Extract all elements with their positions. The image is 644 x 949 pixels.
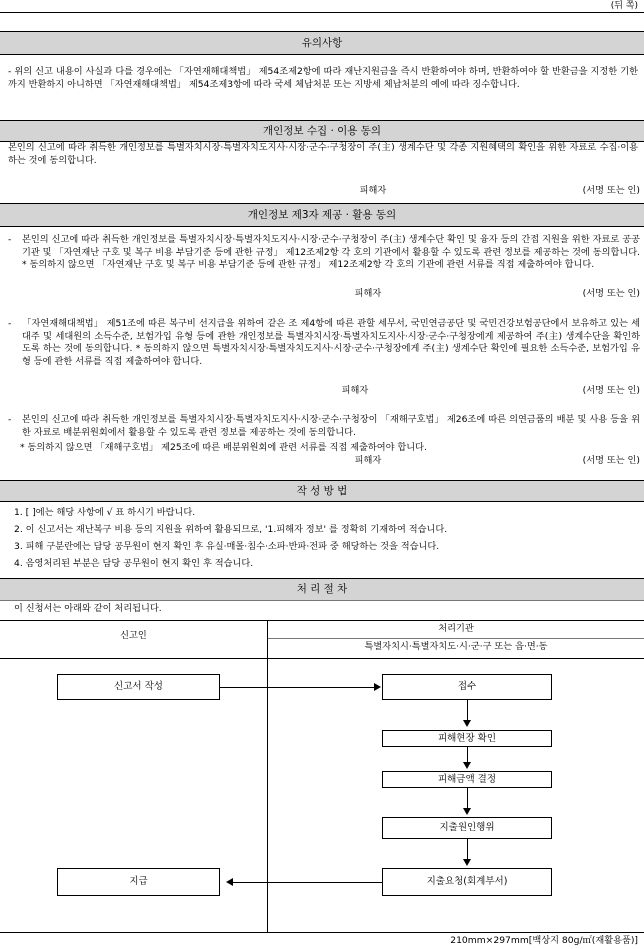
method-header: 작 성 방 법 <box>0 481 644 501</box>
method-step-4: 4. 음영처리된 부분은 담당 공무원이 현지 확인 후 적습니다. <box>14 558 254 569</box>
consent-collect-signer: 피해자 <box>359 185 387 196</box>
consent-third-header: 개인정보 제3자 제공 · 활용 동의 <box>0 204 644 226</box>
consent-third-sign-mark-1: (서명 또는 인) <box>582 288 640 299</box>
consent-third-item-3: 본인의 신고에 따라 취득한 개인정보를 특별자치시장·특별자치도지사·시장·군수·구청장이 「재해구호법」 제26조에 따른 의연금품의 배분 및 사용 등을 위한 자료로 배분위원회에서 활용할 수 있도록 관련 정보를 제공하는 것에 동의합니다. <box>22 414 640 438</box>
box-payment-request: 지출요청(회계부서) <box>382 868 552 896</box>
box-expenditure: 지출원인행위 <box>382 817 552 839</box>
procedure-intro: 이 신청서는 아래와 같이 처리됩니다. <box>14 603 162 614</box>
column-divider <box>267 620 268 932</box>
item-dash: - <box>8 318 12 329</box>
consent-third-item-1: 본인의 신고에 따라 취득한 개인정보를 특별자치시장·특별자치도지사·시장·군수·구청장이 주(主) 생계수단 확인 및 융자 등의 간접 지원을 위한 자료로 공공기관 및 「자연재난 구호 및 복구 비용 부담기준 등에 관한 규정」 제12조제2항 각 호의 기관에서 활용할 수 있도록 관련 정보를 제공하는 것에 동의합니다. * 동의하지 않으면 「자연재난 구호 및 복구 비용 부담기준 등에 관한 규정」 제12조제2항 각 호의 기관에 관련 서류를 직접 제출하여야 합니다. <box>22 234 640 271</box>
box-site-check: 피해현장 확인 <box>382 730 552 747</box>
consent-collect-sign-mark: (서명 또는 인) <box>582 185 640 196</box>
page-marker: (뒤 쪽) <box>610 1 638 11</box>
consent-third-signer-3: 피해자 <box>354 455 382 466</box>
notice-text: - 위의 신고 내용이 사실과 다를 경우에는 「자연재해대책법」 제54조제2항에 따라 재난지원금을 즉시 반환하여야 하며, 반환하여야 할 반환금을 지정한 기한까지 반환하지 아니하면 「자연재해대책법」 제54조제3항에 따라 국세 체납처분 또는 지방세 체납처분의 예에 따라 징수합니다. <box>8 66 638 90</box>
consent-collect-header: 개인정보 수집 · 이용 동의 <box>0 121 644 141</box>
method-step-2: 2. 이 신고서는 재난복구 비용 등의 지원을 위하여 활용되므로, '1.피해자 정보' 를 정확히 기재하여 적습니다. <box>14 524 448 535</box>
consent-third-signer-1: 피해자 <box>354 288 382 299</box>
item-dash: - <box>8 414 12 425</box>
paper-spec: 210mm×297mm[백상지 80g/㎡(재활용품)] <box>450 935 638 946</box>
col-left-header: 신고인 <box>120 630 147 641</box>
arrow-left-icon <box>226 878 233 886</box>
consent-collect-text: 본인의 신고에 따라 취득한 개인정보를 특별자치시장·특별자치도지사·시장·군수·구청장이 주(主) 생계수단 및 각종 지원혜택의 확인을 위한 자료로 수집·이용하는 것에 동의합니다. <box>8 142 638 166</box>
arrow-down-icon <box>463 808 471 815</box>
arrow-down-icon <box>463 859 471 866</box>
box-write-report: 신고서 작성 <box>57 674 220 700</box>
method-step-1: 1. [ ]에는 해당 사항에 √ 표 하시기 바랍니다. <box>14 507 196 518</box>
box-amount-decision: 피해금액 결정 <box>382 771 552 788</box>
col-right-header: 처리기관 <box>438 623 474 634</box>
item-dash: - <box>8 234 12 245</box>
box-payment: 지급 <box>57 868 220 896</box>
consent-third-sign-mark-3: (서명 또는 인) <box>582 455 640 466</box>
arrow-line-2 <box>233 882 382 883</box>
consent-third-sign-mark-2: (서명 또는 인) <box>582 385 640 396</box>
notice-header: 유의사항 <box>0 32 644 54</box>
consent-third-item-2: 「자연재해대책법」 제51조에 따른 복구비 선지급을 위하여 같은 조 제4항에 따른 관할 세무서, 국민연금공단 및 국민건강보험공단에서 보유하고 있는 세대주 및 세대원의 소득수준, 보험가입 유형 등에 관한 개인정보를 특별자치시장·특별자치도지사·시장·군수·구청장에게 제공하여 주(主) 생계수단을 확인하도록 하는 것에 동의합니다. * 동의하지 않으면 특별자치시장·특별자치도지사·시장·군수·구청장에게 주(主) 생계수단 확인에 필요한 소득수준, 보험가입 유형 등에 관한 서류를 직접 제출하여야 합니다. <box>22 318 640 368</box>
consent-third-signer-2: 피해자 <box>341 385 369 396</box>
procedure-header: 처 리 절 차 <box>0 579 644 600</box>
arrow-right-icon <box>374 683 381 691</box>
method-step-3: 3. 피해 구분란에는 담당 공무원이 현지 확인 후 유실·매몰·침수·소파·반파·전파 중 해당하는 것을 적습니다. <box>14 541 440 552</box>
consent-third-note-3: * 동의하지 않으면 「재해구호법」 제25조에 따른 배분위원회에 관련 서류를 직접 제출하여야 합니다. <box>20 442 427 453</box>
arrow-line-1 <box>220 687 374 688</box>
arrow-down-icon <box>463 762 471 769</box>
col-right-subheader: 특별자치시·특별자치도·시·군·구 또는 읍·면·동 <box>364 641 548 652</box>
top-rule <box>0 12 644 13</box>
box-receipt: 접수 <box>382 674 552 700</box>
arrow-down-icon <box>463 720 471 727</box>
